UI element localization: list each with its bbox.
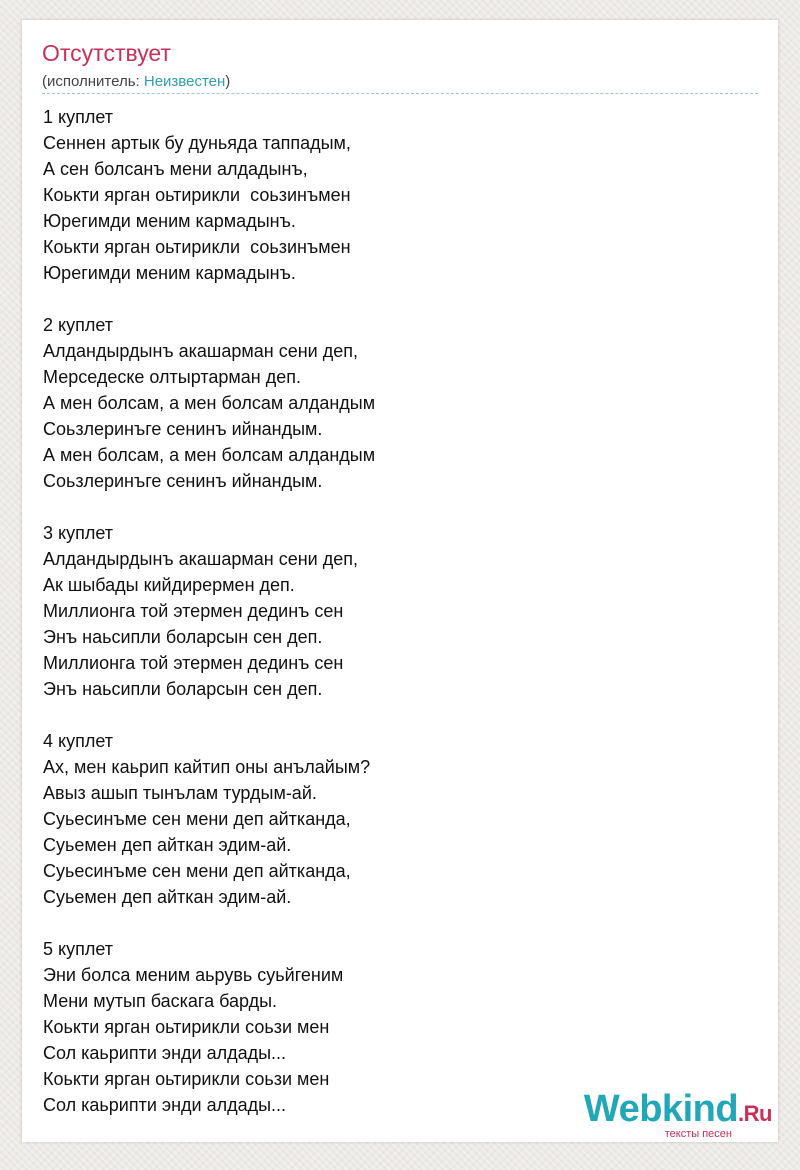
verse xyxy=(43,728,375,910)
verse-label: 2 куплет xyxy=(43,315,113,335)
lyrics-card xyxy=(22,20,778,1142)
lyric-line: Суьемен деп айткан эдим-ай. xyxy=(43,835,292,855)
verse-label: 3 куплет xyxy=(43,523,113,543)
lyric-line: А сен болсанъ мени алдадынъ, xyxy=(43,159,308,179)
lyric-line: Коькти ярган оьтирикли соьзинъмен xyxy=(43,237,351,257)
lyric-line: А мен болсам, а мен болсам алдандым xyxy=(43,445,376,465)
lyrics-text xyxy=(43,104,375,1144)
lyric-line: Коькти ярган оьтирикли соьзи мен xyxy=(43,1069,330,1089)
lyric-line: Суьемен деп айткан эдим-ай. xyxy=(43,887,292,907)
artist-suffix: ) xyxy=(225,73,231,90)
lyric-line: Суьесинъме сен мени деп айтканда, xyxy=(43,861,351,881)
lyric-line: Суьесинъме сен мени деп айтканда, xyxy=(43,809,351,829)
lyric-line: Юрегимди меним кармадынъ. xyxy=(43,263,296,283)
lyric-line: Ах, мен каьрип кайтип оны анълайым? xyxy=(43,757,371,777)
lyric-line: Алдандырдынъ акашарман сени деп, xyxy=(43,341,358,361)
verse-label: 4 куплет xyxy=(43,731,113,751)
lyric-line: Коькти ярган оьтирикли соьзи мен xyxy=(43,1017,330,1037)
artist-prefix: (исполнитель: xyxy=(42,73,144,90)
logo-wordmark xyxy=(584,1088,772,1131)
lyric-line: Авыз ашып тынълам турдым-ай. xyxy=(43,783,317,803)
lyric-line: Энъ наьсипли боларсын сен деп. xyxy=(43,679,323,699)
logo-main-text: Webkind xyxy=(583,1088,739,1130)
lyric-line: Сол каьрипти энди алдады... xyxy=(43,1043,287,1063)
lyric-line: Ак шыбады кийдирермен деп. xyxy=(43,575,295,595)
verse xyxy=(43,520,375,702)
lyric-line: Миллионга той этермен дединъ сен xyxy=(43,653,344,673)
lyric-line: Коькти ярган оьтирикли соьзинъмен xyxy=(43,185,351,205)
lyric-line: Соьзлеринъге сенинъ ийнандым. xyxy=(43,419,323,439)
verse xyxy=(43,312,375,494)
lyric-line: А мен болсам, а мен болсам алдандым xyxy=(43,393,376,413)
artist-line xyxy=(42,73,230,90)
lyric-line: Эни болса меним аьрувь суьйгеним xyxy=(43,965,344,985)
lyric-line: Алдандырдынъ акашарман сени деп, xyxy=(43,549,358,569)
verse xyxy=(43,936,375,1118)
logo-tagline: тексты песен xyxy=(664,1128,732,1140)
lyric-line: Мерседеске олтыртарман деп. xyxy=(43,367,302,387)
lyric-line: Соьзлеринъге сенинъ ийнандым. xyxy=(43,471,323,491)
lyric-line: Мени мутып баскага барды. xyxy=(43,991,278,1011)
lyric-line: Миллионга той этермен дединъ сен xyxy=(43,601,344,621)
lyric-line: Сол каьрипти энди алдады... xyxy=(43,1095,287,1115)
song-title: Отсутствует xyxy=(42,40,171,66)
verse-label: 5 куплет xyxy=(43,939,113,959)
logo-suffix: .Ru xyxy=(738,1101,772,1126)
webkind-logo[interactable] xyxy=(582,1088,772,1146)
lyric-line: Сеннен артык бу дуньяда таппадым, xyxy=(43,133,351,153)
verse xyxy=(43,104,375,286)
artist-link[interactable]: Неизвестен xyxy=(143,73,226,90)
lyric-line: Юрегимди меним кармадынъ. xyxy=(43,211,296,231)
verse-label: 1 куплет xyxy=(43,107,113,127)
divider xyxy=(42,93,758,94)
lyric-line: Энъ наьсипли боларсын сен деп. xyxy=(43,627,323,647)
